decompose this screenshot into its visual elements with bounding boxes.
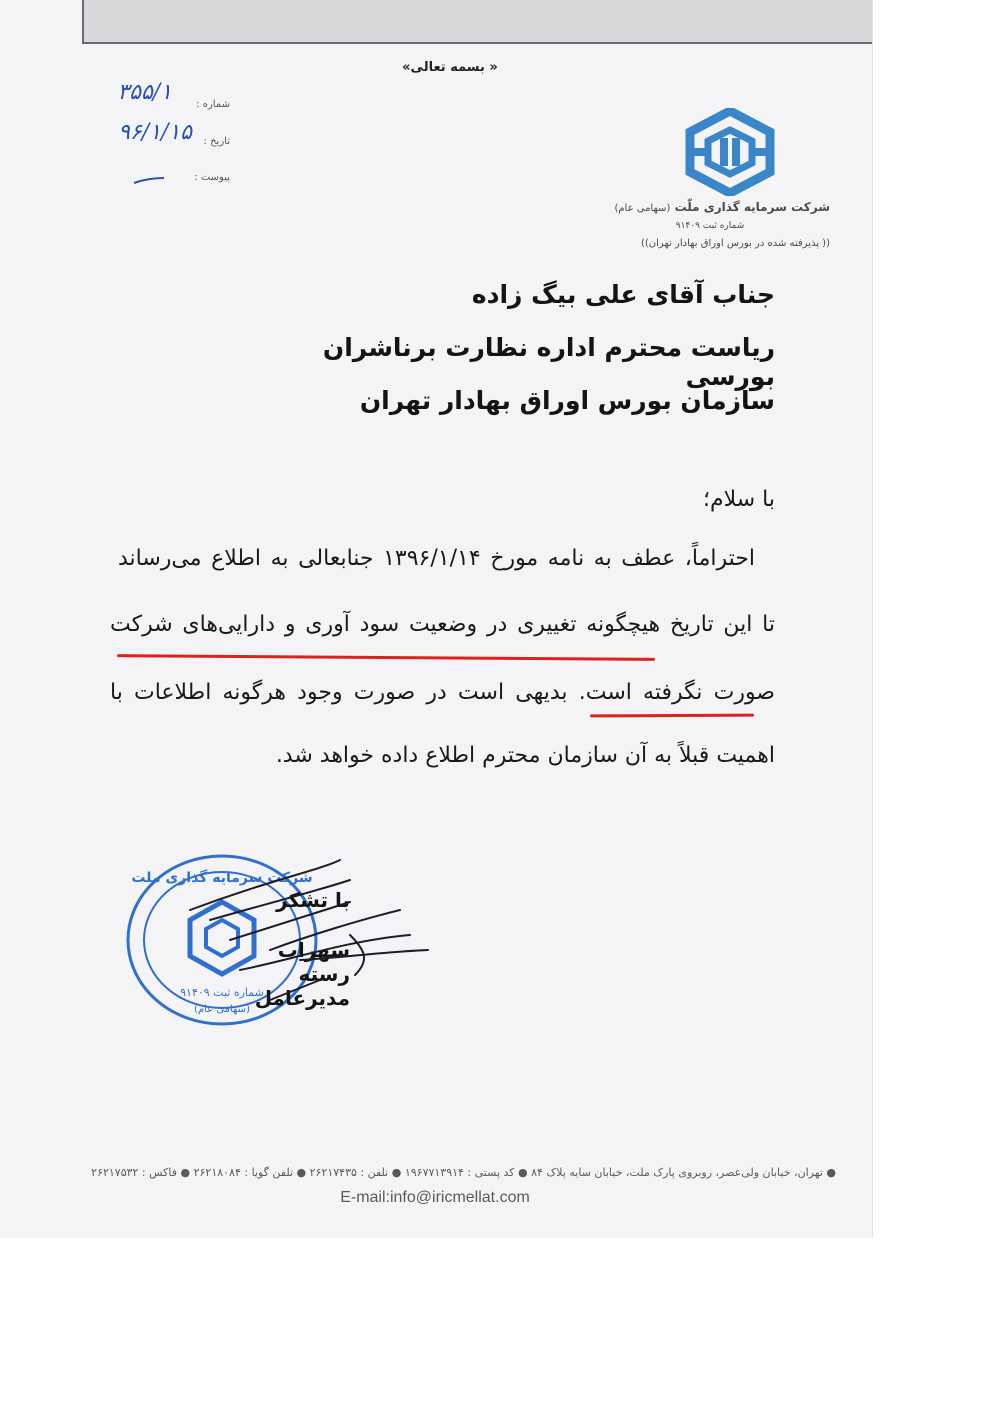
company-name: شرکت سرمایه گذاری ملّت — [674, 200, 830, 214]
footer-address: ● تهران، خیابان ولی‌عصر، روبروی پارک ملت، خیابان سایه پلاک ۸۴ ● کد پستی : ۱۹۶۷۷۱۳۹۱۴ ● تلفن : ۲۶۲۱۷۴۳۵ ● تلفن گویا : ۲۶۲۱۸۰۸۴ ● فاکس : ۲۶۲۱۷۵۳۲ — [91, 1166, 836, 1179]
handwritten-dash-mark — [130, 172, 170, 188]
addressee-position: ریاست محترم اداره نظارت برناشران بورسی — [322, 333, 775, 391]
body-line-3: صورت نگرفته است. بدیهی است در صورت وجود هرگونه اطلاعات با — [110, 680, 775, 705]
signatory-title: مدیرعامل — [254, 986, 350, 1010]
hexagon-logo-icon — [684, 108, 776, 196]
footer-email: E-mail:info@iricmellat.com — [340, 1189, 530, 1206]
handwritten-date: ۹۶/۱/۱۵ — [118, 120, 192, 145]
body-line-1: احتراماً، عطف به نامه مورخ ۱۳۹۶/۱/۱۴ جنابعالی به اطلاع می‌رساند — [118, 546, 755, 571]
handwritten-number: ۳۵۵/۱ — [117, 80, 172, 105]
number-label: شماره : — [196, 99, 230, 110]
stamp-registration-text: شماره ثبت ۹۱۴۰۹ — [180, 986, 264, 999]
body-line-2: تا این تاریخ هیچگونه تغییری در وضعیت سود آوری و دارایی‌های شرکت — [110, 612, 775, 637]
greeting: با سلام؛ — [703, 487, 775, 512]
addressee-organization: سازمان بورس اوراق بهادار تهران — [359, 386, 775, 415]
stamp-type-text: (سهامی عام) — [194, 1004, 250, 1015]
signatory-name: سهراب رسته — [277, 938, 350, 986]
date-label: تاریخ : — [203, 136, 230, 147]
highlight-underline-1 — [117, 654, 655, 661]
company-registration: شماره ثبت ۹۱۴۰۹ — [675, 221, 745, 231]
company-listing-note: (( پذیرفته شده در بورس اوراق بهادار تهران)) — [641, 238, 830, 249]
attachment-label: پیوست : — [194, 172, 230, 183]
company-type: (سهامی عام) — [614, 203, 671, 214]
bismillah-heading: « بسمه تعالی» — [402, 60, 498, 75]
company-name-line — [600, 200, 830, 214]
highlight-underline-2 — [590, 714, 754, 718]
addressee-name: جناب آقای علی بیگ زاده — [471, 280, 775, 309]
letterhead-top-band — [82, 0, 872, 44]
body-line-4: اهمیت قبلاً به آن سازمان محترم اطلاع داده خواهد شد. — [275, 743, 775, 768]
stamp-company-text: شرکت سرمایه گذاری ملت — [131, 870, 313, 886]
handwritten-signature — [150, 840, 440, 1030]
company-logo — [684, 108, 776, 196]
closing-text: با تشکر — [276, 888, 350, 912]
